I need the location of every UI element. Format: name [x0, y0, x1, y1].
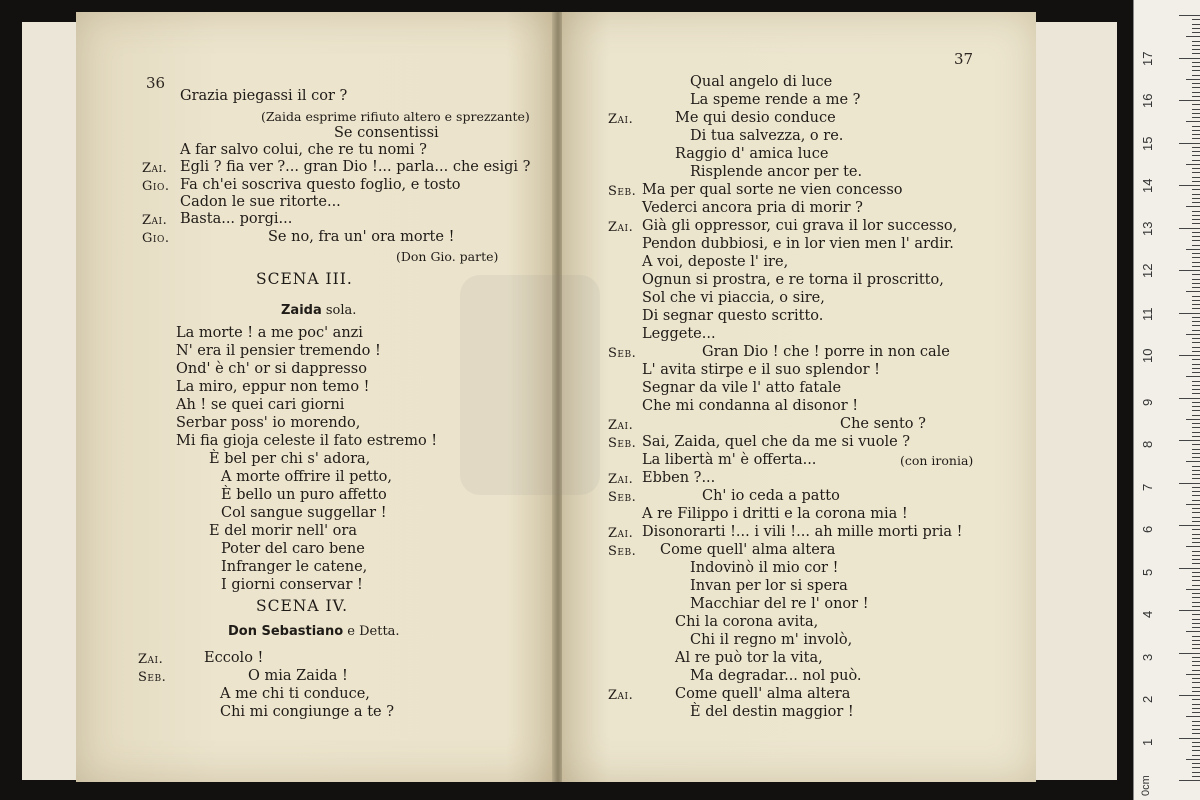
speaker-label: Seb. — [608, 490, 637, 505]
ruler-tick — [1192, 721, 1200, 722]
ruler-tick — [1192, 385, 1200, 386]
ruler-number: 16 — [1140, 93, 1155, 108]
speaker-label: Seb. — [608, 184, 637, 199]
ruler-number: 4 — [1140, 610, 1155, 618]
ruler-tick — [1192, 432, 1200, 433]
ruler-number: 14 — [1140, 178, 1155, 193]
ruler-tick — [1192, 657, 1200, 658]
ruler-tick — [1192, 194, 1200, 195]
verse-line: Risplende ancor per te. — [690, 164, 863, 180]
verse-line: Mi fia gioja celeste il fato estremo ! — [176, 433, 438, 449]
ruler-tick — [1192, 640, 1200, 641]
verse-line: Come quell' alma altera — [675, 686, 851, 702]
ruler-tick — [1192, 274, 1200, 275]
verse-line: Egli ? fia ver ?... gran Dio !... parla... che esigi ? — [180, 159, 531, 175]
verse-line: Già gli oppressor, cui grava il lor successo, — [642, 218, 958, 234]
verse-line: Fa ch'ei soscriva questo foglio, e tosto — [180, 177, 461, 193]
ruler-tick — [1192, 223, 1200, 224]
ruler-tick — [1179, 738, 1200, 739]
verse-line: Eccolo ! — [204, 650, 264, 666]
page-number-left: 36 — [146, 74, 166, 92]
ruler-tick — [1192, 449, 1200, 450]
ruler-tick — [1179, 483, 1200, 484]
ruler-tick — [1192, 45, 1200, 46]
ruler-tick — [1179, 185, 1200, 186]
ruler-tick — [1192, 138, 1200, 139]
verse-line: L' avita stirpe e il suo splendor ! — [642, 362, 880, 378]
verse-line: Gran Dio ! che ! porre in non cale — [702, 344, 950, 360]
ruler-tick — [1192, 555, 1200, 556]
speaker-label: Seb. — [138, 670, 167, 685]
ruler-tick — [1192, 746, 1200, 747]
ruler-tick — [1192, 181, 1200, 182]
ruler-number: 8 — [1140, 440, 1155, 448]
ruler-tick — [1192, 665, 1200, 666]
ruler-tick — [1192, 572, 1200, 573]
ruler-tick — [1192, 729, 1200, 730]
ruler-tick — [1192, 406, 1200, 407]
speaker-label: Zai. — [608, 688, 634, 703]
verse-line: Raggio d' amica luce — [675, 146, 829, 162]
verse-line: Macchiar del re l' onor ! — [690, 596, 869, 612]
ruler-tick — [1192, 542, 1200, 543]
ruler-number: 12 — [1140, 263, 1155, 278]
ruler-tick — [1192, 648, 1200, 649]
verse-line: E del morir nell' ora — [209, 523, 357, 539]
ruler-tick — [1192, 444, 1200, 445]
ruler-tick — [1192, 70, 1200, 71]
ruler-tick — [1192, 172, 1200, 173]
ruler-tick — [1192, 410, 1200, 411]
ruler-tick — [1192, 53, 1200, 54]
ruler-tick — [1192, 551, 1200, 552]
ruler-tick — [1192, 364, 1200, 365]
ruler-tick — [1192, 211, 1200, 212]
verse-line: La speme rende a me ? — [690, 92, 861, 108]
ruler-tick — [1192, 325, 1200, 326]
ruler-tick — [1192, 687, 1200, 688]
ruler-tick — [1192, 296, 1200, 297]
ruler-tick — [1186, 631, 1200, 632]
verse-line: È bello un puro affetto — [221, 487, 387, 503]
ruler-tick — [1192, 704, 1200, 705]
ruler-tick — [1192, 83, 1200, 84]
ruler-tick — [1192, 619, 1200, 620]
ruler-tick — [1192, 24, 1200, 25]
ruler-tick — [1192, 300, 1200, 301]
ruler-tick — [1192, 104, 1200, 105]
ruler-tick — [1192, 262, 1200, 263]
ruler-tick — [1192, 28, 1200, 29]
verse-line: Chi la corona avita, — [675, 614, 819, 630]
ruler-tick — [1179, 58, 1200, 59]
ruler-tick — [1186, 419, 1200, 420]
ruler-tick — [1186, 716, 1200, 717]
ruler-tick — [1186, 36, 1200, 37]
verse-line: N' era il pensier tremendo ! — [176, 343, 381, 359]
ruler-tick — [1192, 49, 1200, 50]
ruler-number: 3 — [1140, 653, 1155, 661]
verse-line: Ognun si prostra, e re torna il proscritto, — [642, 272, 944, 288]
ruler-tick — [1192, 147, 1200, 148]
verse-line: Sol che vi piaccia, o sire, — [642, 290, 825, 306]
ruler-tick — [1186, 461, 1200, 462]
ruler-tick — [1192, 351, 1200, 352]
verse-line: Di segnar questo scritto. — [642, 308, 824, 324]
ruler-tick — [1192, 113, 1200, 114]
verse-line: È del destin maggior ! — [690, 704, 854, 720]
character-name: Zaida — [281, 303, 322, 318]
ruler-tick — [1186, 121, 1200, 122]
ruler-tick — [1192, 126, 1200, 127]
ruler-tick — [1192, 508, 1200, 509]
ruler-tick — [1192, 517, 1200, 518]
verse-line: Chi il regno m' involò, — [690, 632, 853, 648]
ruler-tick — [1179, 228, 1200, 229]
ruler-tick — [1192, 644, 1200, 645]
speaker-label: Zai. — [608, 472, 634, 487]
speaker-label: Gio. — [142, 179, 170, 194]
speaker-label: Gio. — [142, 231, 170, 246]
ruler-tick — [1192, 708, 1200, 709]
ruler-tick — [1186, 759, 1200, 760]
speaker-label: Zai. — [608, 112, 634, 127]
ruler-tick — [1186, 249, 1200, 250]
ruler-tick — [1192, 427, 1200, 428]
verse-line: A far salvo colui, che re tu nomi ? — [180, 142, 427, 158]
verse-line: La miro, eppur non temo ! — [176, 379, 370, 395]
scene-cast — [281, 302, 356, 319]
ruler-tick — [1192, 338, 1200, 339]
ruler-tick — [1192, 670, 1200, 671]
ruler-tick — [1192, 75, 1200, 76]
ruler-unit: 0cm — [1140, 775, 1152, 796]
ruler-tick — [1192, 614, 1200, 615]
ruler-tick — [1192, 453, 1200, 454]
cast-note: sola. — [321, 303, 357, 318]
ruler-tick — [1192, 32, 1200, 33]
speaker-label: Zai. — [142, 161, 168, 176]
ruler-tick — [1192, 750, 1200, 751]
verse-line: Se no, fra un' ora morte ! — [268, 229, 455, 245]
ruler-tick — [1192, 602, 1200, 603]
speaker-label: Seb. — [608, 436, 637, 451]
verse-line: Ond' è ch' or si dappresso — [176, 361, 367, 377]
ruler-tick — [1192, 597, 1200, 598]
speaker-label: Zai. — [608, 526, 634, 541]
verse-line: Se consentissi — [334, 125, 439, 141]
ruler-tick — [1192, 66, 1200, 67]
ruler-tick — [1192, 742, 1200, 743]
ruler-number: 9 — [1140, 398, 1155, 406]
ruler-tick — [1179, 695, 1200, 696]
ruler-tick — [1192, 177, 1200, 178]
ruler-tick — [1192, 495, 1200, 496]
ruler-tick — [1192, 487, 1200, 488]
ruler-tick — [1192, 725, 1200, 726]
verse-line: Come quell' alma altera — [660, 542, 836, 558]
ruler-number: 7 — [1140, 483, 1155, 491]
verse-line: Grazia piegassi il cor ? — [180, 88, 348, 104]
ruler-tick — [1192, 576, 1200, 577]
ruler-tick — [1179, 15, 1200, 16]
verse-line: Ah ! se quei cari giorni — [176, 397, 345, 413]
speaker-label: Zai. — [608, 220, 634, 235]
ruler-tick — [1192, 691, 1200, 692]
character-name: Don Sebastiano — [228, 624, 344, 639]
scene-heading: SCENA III. — [256, 270, 353, 288]
ruler-tick — [1192, 529, 1200, 530]
verse-line: Chi mi congiunge a te ? — [220, 704, 394, 720]
verse-line: Ebben ?... — [642, 470, 716, 486]
ruler-tick — [1186, 546, 1200, 547]
ruler-tick — [1192, 776, 1200, 777]
ruler-tick — [1192, 436, 1200, 437]
watermark — [460, 275, 600, 495]
ruler-tick — [1192, 236, 1200, 237]
ruler-number: 1 — [1140, 738, 1155, 746]
ruler-tick — [1179, 440, 1200, 441]
ruler-tick — [1192, 308, 1200, 309]
ruler-tick — [1192, 500, 1200, 501]
ruler-tick — [1192, 474, 1200, 475]
ruler-tick — [1192, 19, 1200, 20]
ruler-tick — [1192, 457, 1200, 458]
ruler-tick — [1192, 253, 1200, 254]
ruler-tick — [1192, 304, 1200, 305]
ruler-number: 2 — [1140, 695, 1155, 703]
verse-line: Cadon le sue ritorte... — [180, 194, 341, 210]
ruler-tick — [1192, 712, 1200, 713]
ruler-tick — [1192, 92, 1200, 93]
ruler-tick — [1186, 291, 1200, 292]
speaker-label: Seb. — [608, 346, 637, 361]
ruler-tick — [1192, 189, 1200, 190]
ruler-tick — [1192, 627, 1200, 628]
verse-line: È bel per chi s' adora, — [209, 451, 371, 467]
ruler-tick — [1186, 79, 1200, 80]
ruler-tick — [1192, 62, 1200, 63]
verse-line: Qual angelo di luce — [690, 74, 833, 90]
ruler-tick — [1192, 585, 1200, 586]
ruler-tick — [1186, 376, 1200, 377]
ruler-tick — [1186, 504, 1200, 505]
verse-line: Pendon dubbiosi, e in lor vien men l' ardir. — [642, 236, 954, 252]
ruler-tick — [1186, 206, 1200, 207]
ruler-tick — [1192, 678, 1200, 679]
verse-line: I giorni conservar ! — [221, 577, 363, 593]
verse-line: Me qui desio conduce — [675, 110, 836, 126]
ruler-tick — [1192, 389, 1200, 390]
right-page — [562, 12, 1036, 782]
ruler-tick — [1192, 393, 1200, 394]
ruler-tick — [1192, 134, 1200, 135]
ruler-tick — [1192, 755, 1200, 756]
verse-line: Col sangue suggellar ! — [221, 505, 387, 521]
ruler-tick — [1186, 164, 1200, 165]
ruler-tick — [1179, 653, 1200, 654]
ruler-tick — [1179, 568, 1200, 569]
verse-line: Ch' io ceda a patto — [702, 488, 840, 504]
ruler-tick — [1179, 525, 1200, 526]
scene-cast — [228, 623, 400, 640]
ruler-tick — [1192, 219, 1200, 220]
verse-line: Poter del caro bene — [221, 541, 365, 557]
ruler-tick — [1192, 41, 1200, 42]
ruler-tick — [1192, 682, 1200, 683]
ruler-tick — [1192, 117, 1200, 118]
ruler-tick — [1179, 398, 1200, 399]
ruler-tick — [1192, 240, 1200, 241]
speaker-label: Zai. — [608, 418, 634, 433]
ruler-tick — [1192, 402, 1200, 403]
ruler-tick — [1192, 87, 1200, 88]
verse-line: O mia Zaida ! — [248, 668, 348, 684]
ruler-tick — [1179, 610, 1200, 611]
verse-line: Che mi condanna al disonor ! — [642, 398, 859, 414]
verse-line: Disonorarti !... i vili !... ah mille morti pria ! — [642, 524, 963, 540]
ruler-tick — [1192, 521, 1200, 522]
stage-direction: (Don Gio. parte) — [396, 249, 499, 264]
ruler-tick — [1179, 355, 1200, 356]
ruler-tick — [1192, 538, 1200, 539]
verse-line: A voi, deposte l' ire, — [642, 254, 789, 270]
ruler-tick — [1192, 245, 1200, 246]
verse-line: A me chi ti conduce, — [220, 686, 370, 702]
ruler-tick — [1179, 143, 1200, 144]
ruler-number: 13 — [1140, 221, 1155, 236]
ruler-tick — [1192, 593, 1200, 594]
verse-line: La morte ! a me poc' anzi — [176, 325, 363, 341]
ruler-tick — [1192, 130, 1200, 131]
ruler-tick — [1192, 381, 1200, 382]
ruler-tick — [1179, 100, 1200, 101]
ruler-tick — [1179, 270, 1200, 271]
verse-line: Leggete... — [642, 326, 716, 342]
ruler-number: 10 — [1140, 348, 1155, 363]
verse-line: Sai, Zaida, quel che da me si vuole ? — [642, 434, 911, 450]
ruler-tick — [1192, 257, 1200, 258]
ruler-number: 5 — [1140, 568, 1155, 576]
ruler-tick — [1192, 478, 1200, 479]
ruler-tick — [1192, 160, 1200, 161]
ruler-tick — [1192, 151, 1200, 152]
verse-line: Segnar da vile l' atto fatale — [642, 380, 842, 396]
ruler-tick — [1192, 287, 1200, 288]
ruler-tick — [1179, 313, 1200, 314]
scene-heading: SCENA IV. — [256, 597, 349, 615]
ruler-number: 17 — [1140, 51, 1155, 66]
ruler-tick — [1192, 232, 1200, 233]
ruler-tick — [1192, 470, 1200, 471]
ruler-tick — [1192, 347, 1200, 348]
stage-direction: (con ironia) — [900, 453, 974, 468]
verse-line: Basta... porgi... — [180, 211, 293, 227]
ruler-tick — [1192, 359, 1200, 360]
ruler-tick — [1192, 767, 1200, 768]
ruler-tick — [1192, 423, 1200, 424]
ruler-number: 15 — [1140, 136, 1155, 151]
ruler-tick — [1192, 342, 1200, 343]
verse-line: Al re può tor la vita, — [675, 650, 823, 666]
verse-line: Indovinò il mio cor ! — [690, 560, 839, 576]
ruler-tick — [1192, 202, 1200, 203]
ruler-tick — [1192, 330, 1200, 331]
ruler-tick — [1192, 168, 1200, 169]
verse-line: Che sento ? — [840, 416, 926, 432]
ruler-tick — [1186, 589, 1200, 590]
ruler-tick — [1186, 674, 1200, 675]
page-number-right: 37 — [954, 50, 974, 68]
verse-line: La libertà m' è offerta... — [642, 452, 817, 468]
ruler-tick — [1192, 215, 1200, 216]
ruler-tick — [1192, 283, 1200, 284]
ruler-tick — [1192, 279, 1200, 280]
ruler-tick — [1192, 266, 1200, 267]
ruler-tick — [1186, 334, 1200, 335]
ruler-tick — [1192, 623, 1200, 624]
verse-line: Ma degradar... nol può. — [690, 668, 862, 684]
ruler-tick — [1192, 368, 1200, 369]
ruler-tick — [1192, 699, 1200, 700]
verse-line: Infranger le catene, — [221, 559, 368, 575]
verse-line: Invan per lor si spera — [690, 578, 848, 594]
ruler-tick — [1192, 606, 1200, 607]
verse-line: Vederci ancora pria di morir ? — [642, 200, 863, 216]
ruler-tick — [1192, 317, 1200, 318]
ruler-tick — [1192, 512, 1200, 513]
ruler-tick — [1192, 636, 1200, 637]
ruler-tick — [1192, 491, 1200, 492]
cast-note: e Detta. — [343, 624, 400, 639]
speaker-label: Zai. — [138, 652, 164, 667]
verse-line: A re Filippo i dritti e la corona mia ! — [642, 506, 908, 522]
ruler-tick — [1192, 466, 1200, 467]
stage-direction: (Zaida esprime rifiuto altero e sprezzante) — [261, 109, 530, 124]
verse-line: Ma per qual sorte ne vien concesso — [642, 182, 903, 198]
ruler-tick — [1192, 198, 1200, 199]
speaker-label: Zai. — [142, 213, 168, 228]
ruler-tick — [1192, 96, 1200, 97]
ruler-tick — [1192, 580, 1200, 581]
ruler-tick — [1192, 155, 1200, 156]
ruler-tick — [1192, 109, 1200, 110]
ruler-tick — [1192, 372, 1200, 373]
ruler-tick — [1192, 661, 1200, 662]
ruler-tick — [1192, 733, 1200, 734]
ruler-tick — [1192, 763, 1200, 764]
ruler-number: 6 — [1140, 525, 1155, 533]
ruler-tick — [1192, 559, 1200, 560]
verse-line: A morte offrire il petto, — [221, 469, 392, 485]
ruler-tick — [1192, 772, 1200, 773]
measurement-ruler — [1133, 0, 1200, 800]
ruler-tick — [1192, 415, 1200, 416]
verse-line: Serbar poss' io morendo, — [176, 415, 361, 431]
speaker-label: Seb. — [608, 544, 637, 559]
verse-line: Di tua salvezza, o re. — [690, 128, 844, 144]
ruler-tick — [1192, 321, 1200, 322]
ruler-tick — [1192, 534, 1200, 535]
ruler-tick — [1179, 780, 1200, 781]
ruler-tick — [1192, 563, 1200, 564]
ruler-number: 11 — [1140, 307, 1155, 321]
